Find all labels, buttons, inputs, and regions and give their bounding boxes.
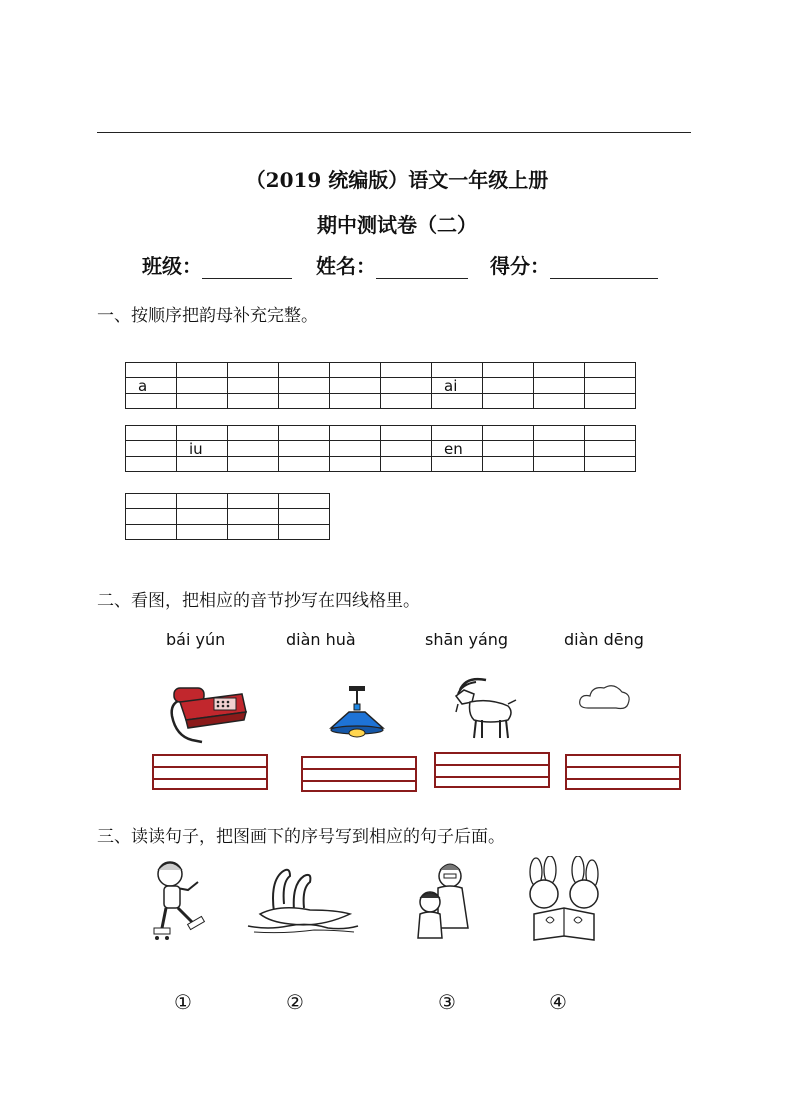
cloud-icon: [576, 678, 632, 718]
class-label: 班级：: [142, 254, 202, 278]
grid1-cell[interactable]: [330, 378, 381, 394]
syllable-3: shān yáng: [425, 630, 509, 649]
score-label: 得分：: [490, 254, 550, 278]
grid2-cell[interactable]: [228, 441, 279, 457]
name-field[interactable]: [376, 256, 468, 279]
lamp-icon: [325, 684, 389, 738]
page-subtitle: 期中测试卷（二）: [317, 213, 477, 237]
grid1-cell[interactable]: [228, 378, 279, 394]
score-field[interactable]: [550, 256, 658, 279]
vowel-grid-3: [125, 493, 330, 540]
swans-icon: [244, 860, 362, 938]
syllable-1: bái yún: [166, 630, 226, 649]
vowel-grid-1: [125, 362, 636, 409]
grid2-cell[interactable]: [381, 441, 432, 457]
grid2-cell[interactable]: [126, 441, 177, 457]
section2-heading: 二、看图，把相应的音节抄写在四线格里。: [97, 591, 420, 611]
top-rule: [97, 132, 691, 133]
grid2-cell[interactable]: [483, 441, 534, 457]
grid2-cell[interactable]: [177, 441, 228, 457]
picture-number-1: ①: [174, 990, 192, 1014]
skater-icon: [148, 856, 218, 946]
section3-heading: 三、读读句子，把图画下的序号写到相应的句子后面。: [97, 827, 505, 847]
goat-icon: [450, 672, 520, 742]
four-line-grid-3[interactable]: [434, 752, 550, 788]
page-title: （2019 统编版）语文一年级上册: [245, 168, 549, 192]
picture-number-2: ②: [286, 990, 304, 1014]
grid2-cell[interactable]: [432, 441, 483, 457]
name-label: 姓名：: [316, 254, 376, 278]
grid1-cell[interactable]: [126, 378, 177, 394]
student-info-row: [142, 250, 658, 279]
picture-number-3: ③: [438, 990, 456, 1014]
grid2-cell[interactable]: [279, 441, 330, 457]
grid1-cell[interactable]: [585, 378, 636, 394]
grid1-cell[interactable]: [432, 378, 483, 394]
grid3-cell[interactable]: [177, 509, 228, 525]
grid1-cell[interactable]: [483, 378, 534, 394]
syllable-4: diàn dēng: [564, 630, 644, 649]
barber-icon: [414, 858, 476, 942]
grid3-cell[interactable]: [279, 509, 330, 525]
cell-text: iu: [189, 439, 203, 458]
picture-number-4: ④: [549, 990, 567, 1014]
grid2-cell[interactable]: [534, 441, 585, 457]
four-line-grid-1[interactable]: [152, 754, 268, 790]
cell-text: a: [138, 376, 148, 395]
grid3-cell[interactable]: [126, 509, 177, 525]
grid2-cell[interactable]: [330, 441, 381, 457]
grid1-cell[interactable]: [381, 378, 432, 394]
class-field[interactable]: [202, 256, 292, 279]
four-line-grid-4[interactable]: [565, 754, 681, 790]
grid1-cell[interactable]: [279, 378, 330, 394]
cell-text: en: [444, 439, 463, 458]
grid3-cell[interactable]: [228, 509, 279, 525]
four-line-grid-2[interactable]: [301, 756, 417, 792]
cell-text: ai: [444, 376, 458, 395]
grid1-cell[interactable]: [177, 378, 228, 394]
vowel-grid-2: [125, 425, 636, 472]
section1-heading: 一、按顺序把韵母补充完整。: [97, 306, 318, 326]
telephone-icon: [166, 680, 248, 744]
grid1-cell[interactable]: [534, 378, 585, 394]
grid2-cell[interactable]: [585, 441, 636, 457]
rabbits-reading-icon: [522, 856, 606, 946]
syllable-2: diàn huà: [286, 630, 356, 649]
